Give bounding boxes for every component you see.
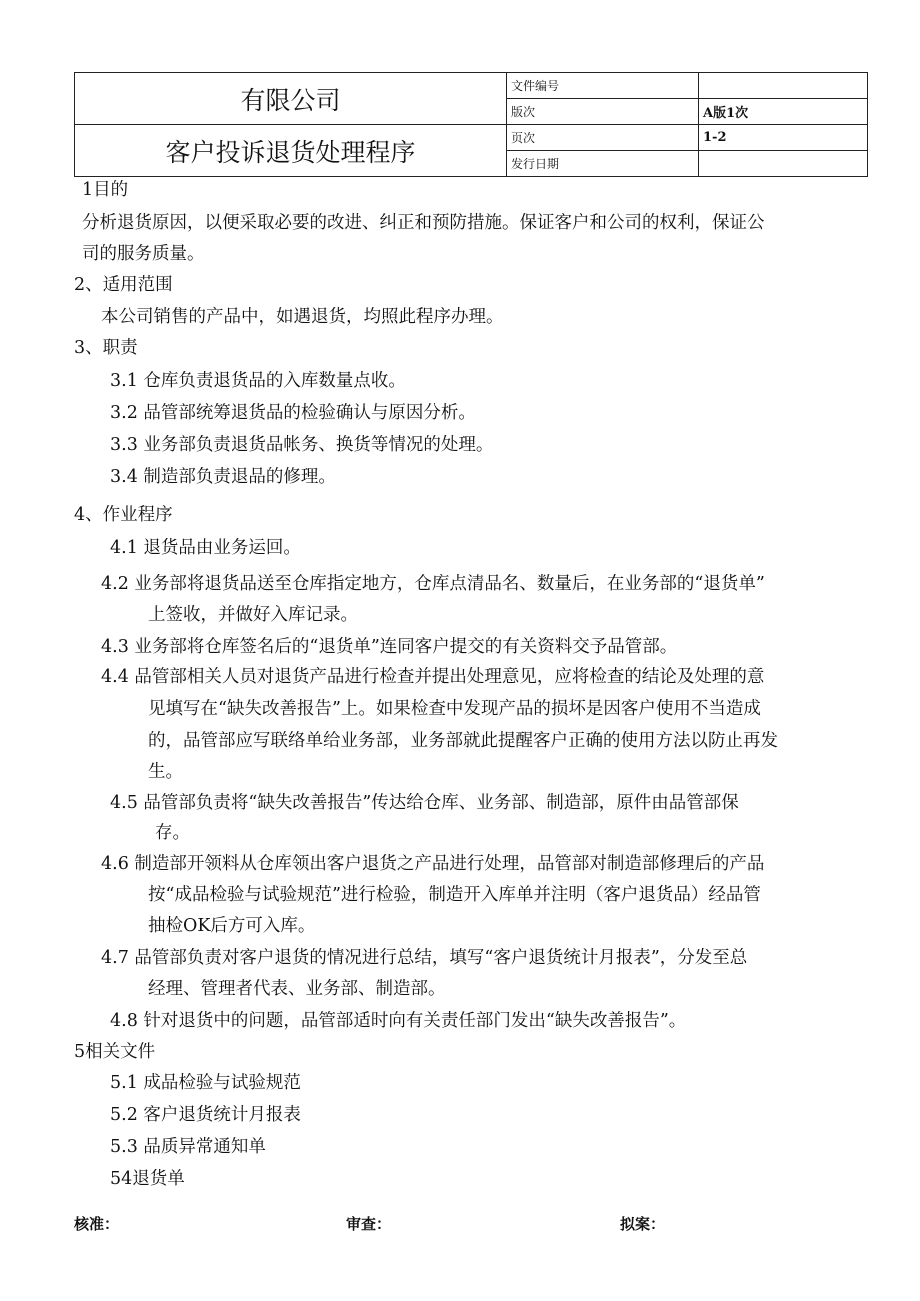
- section-heading: 3、职责: [74, 338, 138, 358]
- list-item-continued: 见填写在“缺失改善报告”上。如果检查中发现产品的损坏是因客户使用不当造成: [148, 699, 761, 719]
- page-label: 页次: [507, 125, 699, 151]
- section-heading: 1目的: [82, 180, 129, 200]
- list-item: 4.2 业务部将退货品送至仓库指定地方，仓库点清品名、数量后，在业务部的“退货单”: [101, 574, 765, 594]
- document-header-table: [74, 72, 868, 177]
- issue-date-value: [699, 151, 868, 177]
- list-item: 4.7 品管部负责对客户退货的情况进行总结，填写“客户退货统计月报表”，分发至总: [101, 948, 748, 968]
- list-item: 5.1 成品检验与试验规范: [110, 1073, 301, 1093]
- list-item: 4.5 品管部负责将“缺失改善报告”传达给仓库、业务部、制造部，原件由品管部保: [110, 793, 739, 813]
- list-item-continued: 存。: [155, 823, 190, 843]
- list-item-continued: 上签收，并做好入库记录。: [148, 605, 358, 625]
- page-value: 1-2: [699, 125, 868, 151]
- paragraph-line: 司的服务质量。: [82, 244, 205, 264]
- issue-date-label: 发行日期: [507, 151, 699, 177]
- section-heading: 5相关文件: [74, 1042, 156, 1062]
- version-value: A版1次: [699, 99, 868, 125]
- list-item: 4.6 制造部开领料从仓库领出客户退货之产品进行处理，品管部对制造部修理后的产品: [101, 854, 765, 874]
- list-item: 3.1 仓库负责退货品的入库数量点收。: [110, 371, 406, 391]
- list-item: 3.4 制造部负责退品的修理。: [110, 467, 336, 487]
- section-heading: 2、适用范围: [74, 275, 173, 295]
- paragraph-line: 分析退货原因，以便采取必要的改进、纠正和预防措施。保证客户和公司的权利，保证公: [82, 213, 765, 233]
- list-item: 5.2 客户退货统计月报表: [110, 1105, 301, 1125]
- doc-number-label: 文件编号: [507, 73, 699, 99]
- review-signature-label: 审查：: [346, 1215, 392, 1233]
- list-item: 5.3 品质异常通知单: [110, 1137, 266, 1157]
- list-item: 4.8 针对退货中的问题，品管部适时向有关责任部门发出“缺失改善报告”。: [110, 1011, 687, 1031]
- list-item-continued: 按“成品检验与试验规范”进行检验，制造开入库单并注明（客户退货品）经品管: [148, 885, 761, 905]
- paragraph-line: 本公司销售的产品中，如遇退货，均照此程序办理。: [101, 307, 504, 327]
- list-item-continued: 抽检OK后方可入库。: [148, 916, 316, 936]
- list-item: 3.2 品管部统筹退货品的检验确认与原因分析。: [110, 403, 476, 423]
- draft-signature-label: 拟案：: [620, 1215, 666, 1233]
- list-item: 4.3 业务部将仓库签名后的“退货单”连同客户提交的有关资料交予品管部。: [101, 637, 678, 657]
- doc-number-value: [699, 73, 868, 99]
- list-item: 54退货单: [110, 1169, 185, 1189]
- list-item: 4.1 退货品由业务运回。: [110, 538, 301, 558]
- company-name: 有限公司: [75, 73, 507, 125]
- approve-signature-label: 核准：: [74, 1215, 120, 1233]
- section-heading: 4、作业程序: [74, 505, 173, 525]
- list-item: 3.3 业务部负责退货品帐务、换货等情况的处理。: [110, 435, 494, 455]
- document-title: 客户投诉退货处理程序: [75, 125, 507, 177]
- list-item-continued: 生。: [148, 762, 183, 782]
- version-label: 版次: [507, 99, 699, 125]
- list-item: 4.4 品管部相关人员对退货产品进行检查并提出处理意见，应将检查的结论及处理的意: [101, 667, 765, 687]
- list-item-continued: 经理、管理者代表、业务部、制造部。: [148, 979, 446, 999]
- list-item-continued: 的，品管部应写联络单给业务部，业务部就此提醒客户正确的使用方法以防止再发: [148, 731, 778, 751]
